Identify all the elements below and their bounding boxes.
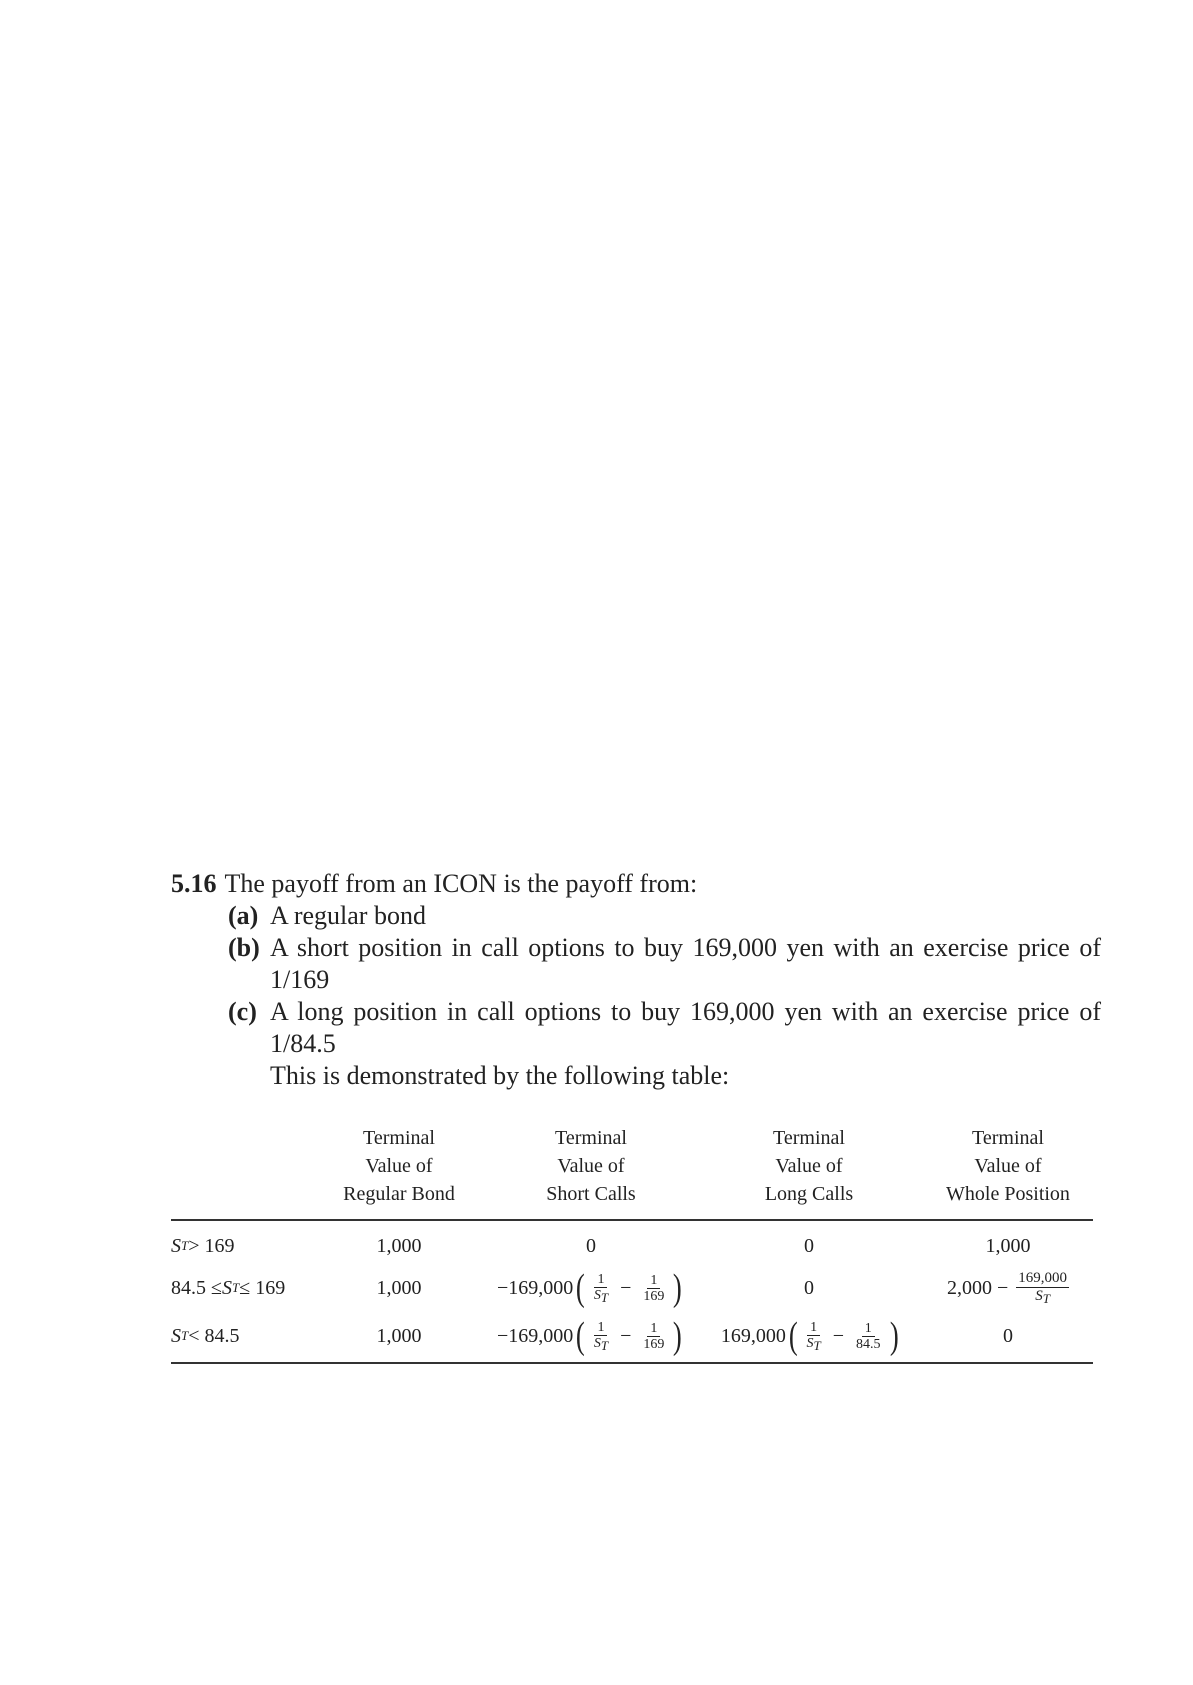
item-text: A short position in call options to buy 169,000 yen with an exercise price of 1/169 [270, 933, 1101, 994]
cell-short-calls: −169,000 ( $\frac{1}{ST}$ − $\frac{1}{169}$ ) [496, 1315, 683, 1357]
header-long-calls: Terminal Value of Long Calls [764, 1127, 854, 1205]
payoff-table [171, 1124, 1093, 1357]
table-row [171, 1268, 1093, 1308]
header-regular-bond: Terminal Value of Regular Bond [343, 1127, 455, 1205]
row-condition: S T > 169 [171, 1234, 235, 1257]
cell-short-calls: −169,000 ( $\frac{1}{ST}$ − $\frac{1}{169}$ ) [496, 1267, 683, 1309]
table-bottom-rule [171, 1362, 1093, 1364]
cell-whole-position: 0 [1003, 1324, 1013, 1347]
item-label: (c) [228, 997, 257, 1026]
cell-long-calls: 0 [804, 1234, 814, 1257]
header-whole-position: Terminal Value of Whole Position [946, 1127, 1070, 1205]
table-header [171, 1124, 1093, 1219]
cell-whole-position: 2,000 − $\frac{169,000}{ST}$ [946, 1269, 1068, 1306]
item-label: (a) [228, 901, 259, 930]
problem-5-16 [171, 868, 1101, 1092]
item-text: A long position in call options to buy 169,000 yen with an exercise price of 1/84.5 [270, 997, 1101, 1058]
cell-short-calls: 0 [586, 1234, 596, 1257]
closing-sentence: This is demonstrated by the following table: [270, 1061, 730, 1090]
cell-regular-bond: 1,000 [376, 1324, 422, 1347]
problem-intro-line [171, 868, 1101, 900]
list-item-a [228, 900, 1101, 932]
list-item-c [228, 996, 1101, 1060]
cell-long-calls: 0 [804, 1276, 814, 1299]
cell-long-calls: 169,000 ( $\frac{1}{ST}$ − $\frac{1}{84.5}$ ) [720, 1315, 899, 1357]
table-row [171, 1226, 1093, 1266]
item-text: A regular bond [270, 901, 426, 930]
problem-intro: The payoff from an ICON is the payoff from: [224, 869, 698, 898]
item-label: (b) [228, 933, 260, 962]
problem-number: 5.16 [171, 869, 217, 898]
row-condition: 84.5 ≤ S T ≤ 169 [171, 1276, 286, 1299]
cell-regular-bond: 1,000 [376, 1234, 422, 1257]
cell-whole-position: 1,000 [985, 1234, 1031, 1257]
row-condition: S T < 84.5 [171, 1324, 240, 1347]
table-top-rule [171, 1219, 1093, 1221]
cell-regular-bond: 1,000 [376, 1276, 422, 1299]
header-short-calls: Terminal Value of Short Calls [546, 1127, 636, 1205]
list-item-b [228, 932, 1101, 996]
table-row [171, 1316, 1093, 1356]
